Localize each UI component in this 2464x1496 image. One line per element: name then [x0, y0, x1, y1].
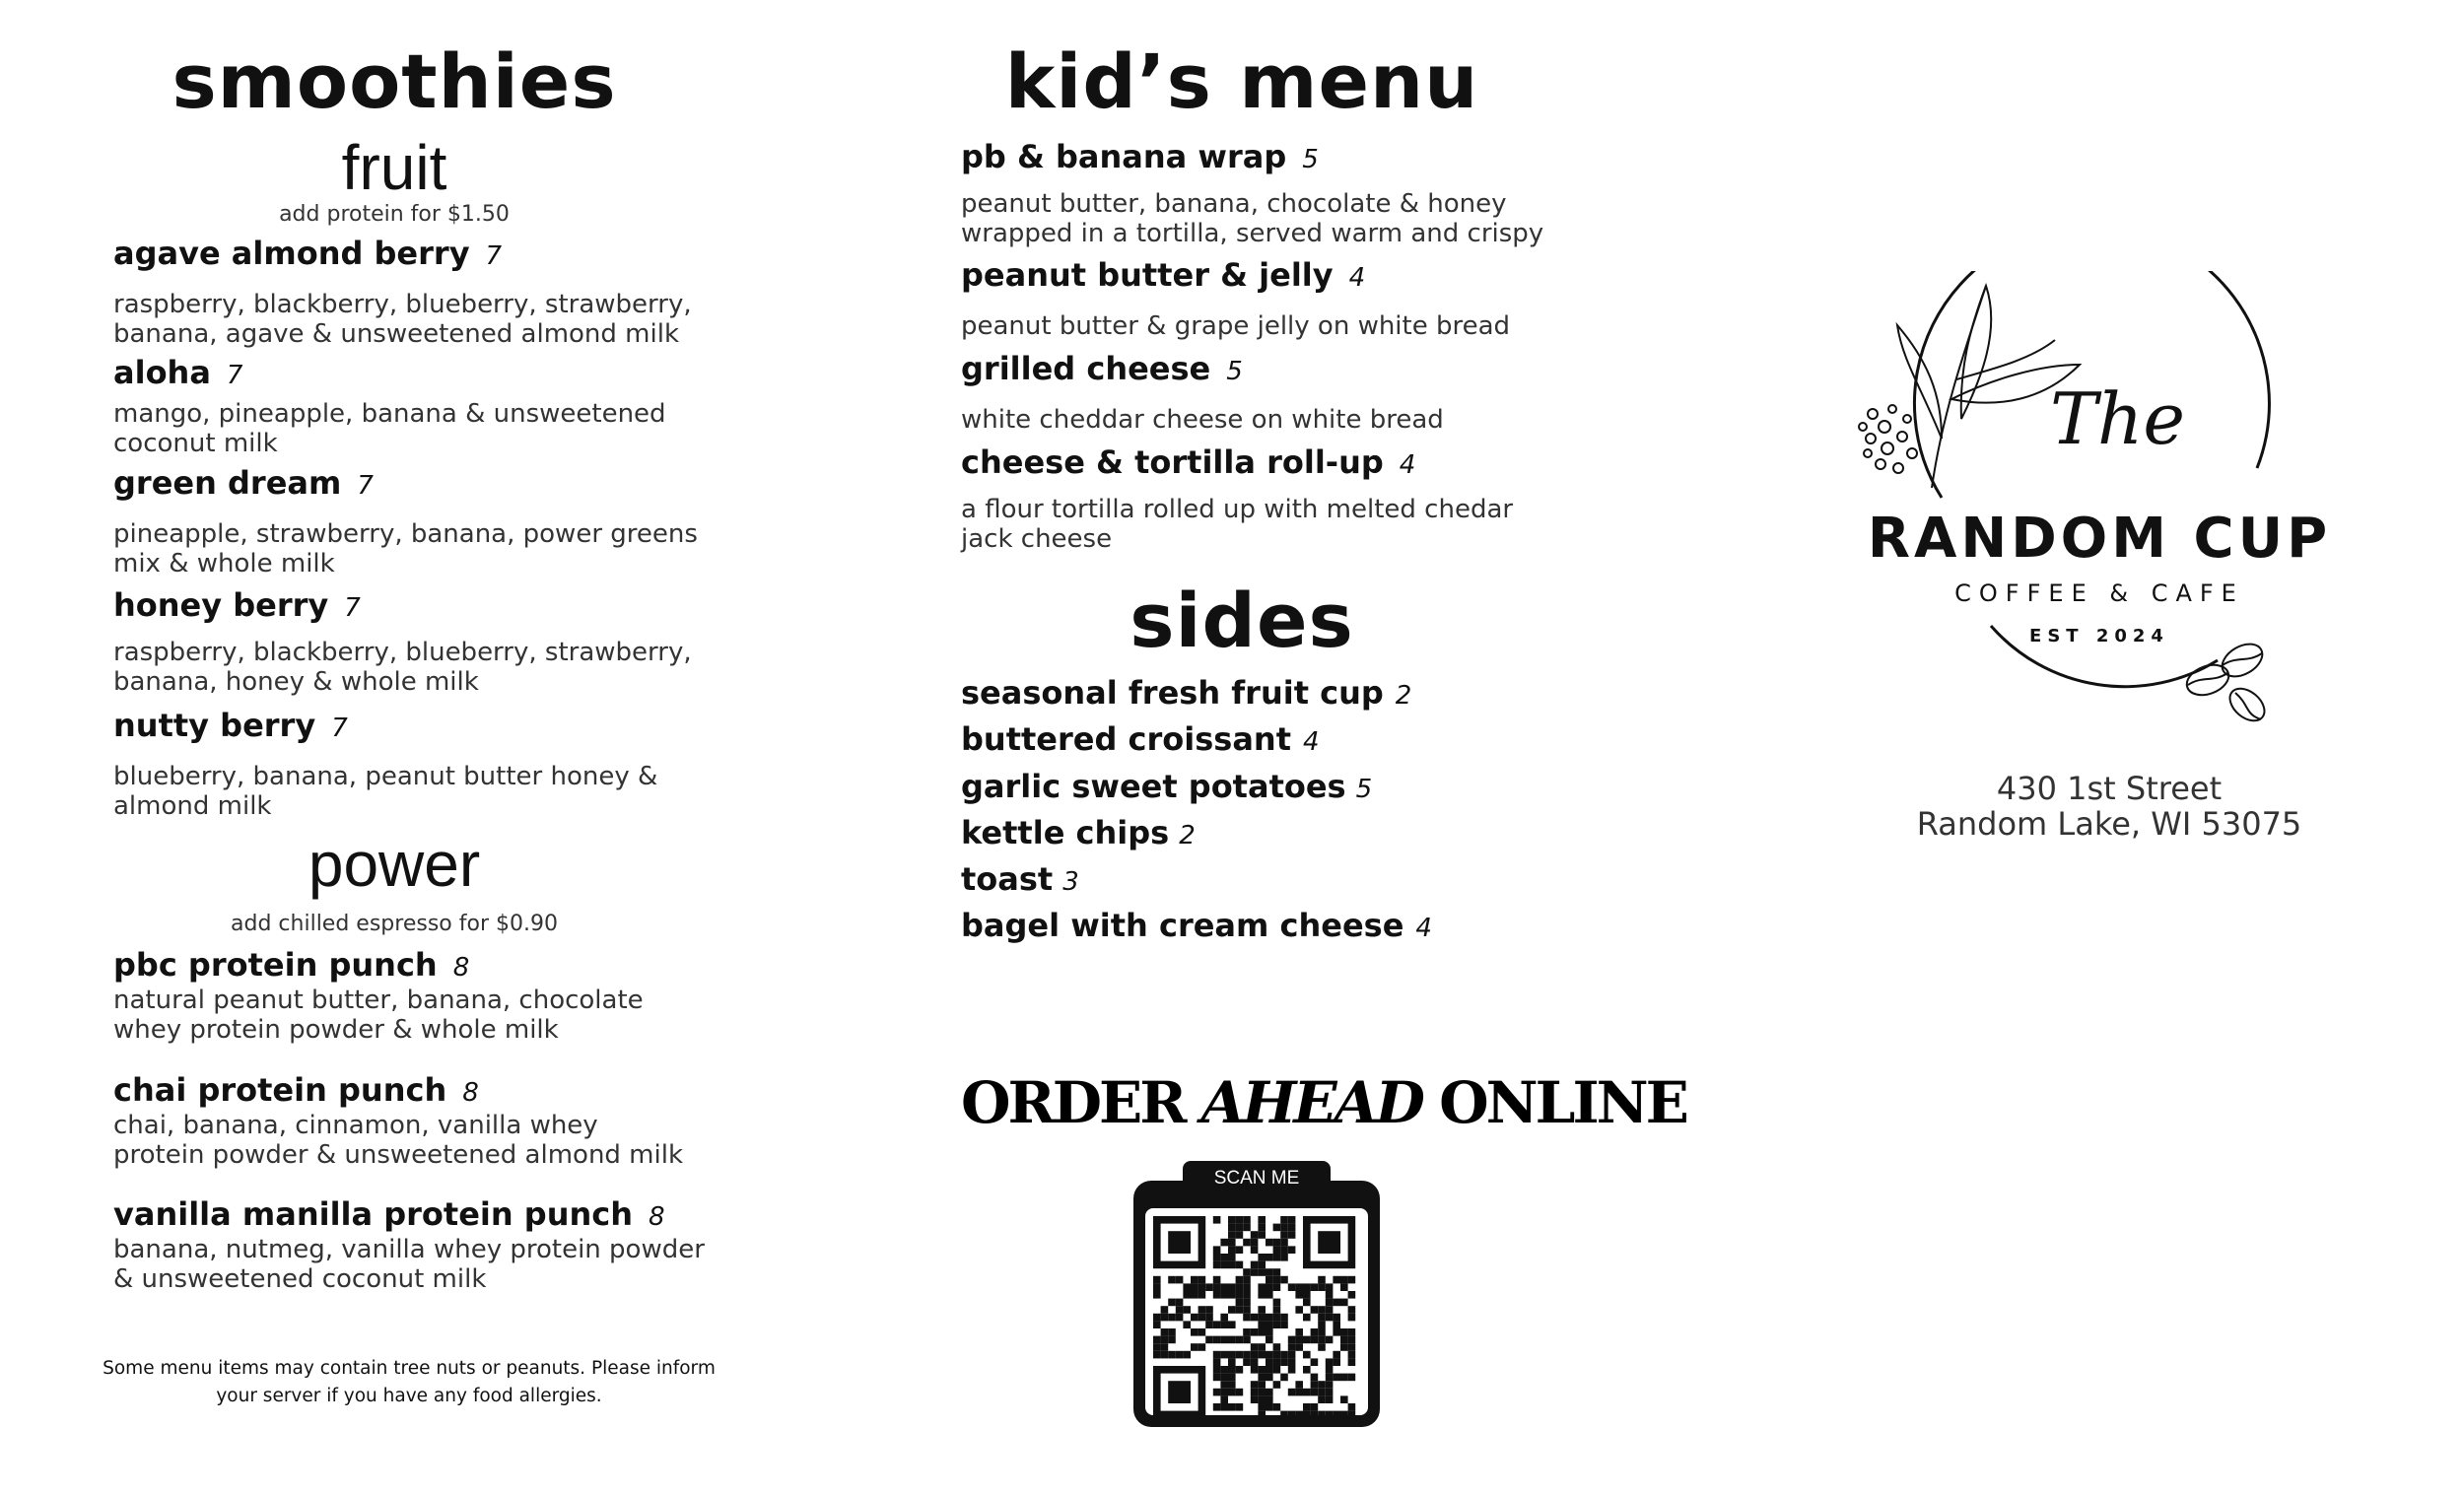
item-name: green dream — [113, 464, 342, 502]
item-price: 5 — [1302, 145, 1319, 174]
menu-item — [113, 354, 705, 458]
item-name: bagel with cream cheese — [961, 907, 1404, 944]
menu-item — [961, 443, 1592, 554]
item-price: 3 — [1062, 867, 1079, 897]
item-price: 4 — [1399, 450, 1416, 480]
item-price: 5 — [1226, 357, 1243, 386]
item-price: 4 — [1302, 727, 1320, 757]
item-price: 8 — [462, 1078, 479, 1108]
order-ahead-heading — [961, 1069, 1686, 1136]
menu-item — [113, 464, 705, 578]
item-description: raspberry, blackberry, blueberry, strawberry, banana, honey & whole milk — [113, 638, 692, 697]
address — [1853, 771, 2365, 842]
logo-the: The — [2050, 377, 2186, 460]
coffee-bean-icon — [2183, 638, 2271, 727]
power-note: add chilled espresso for $0.90 — [231, 912, 558, 936]
sides-title: sides — [1129, 577, 1354, 664]
item-price: 7 — [485, 241, 503, 271]
item-description: raspberry, blackberry, blueberry, strawberry, banana, agave & unsweetened almond milk — [113, 290, 692, 349]
item-description: natural peanut butter, banana, chocolate whey protein powder & whole milk — [113, 986, 644, 1045]
item-name: buttered croissant — [961, 720, 1291, 758]
item-name: kettle chips — [961, 814, 1170, 851]
item-name: honey berry — [113, 586, 329, 624]
address-line-1: 430 1st Street — [1996, 770, 2223, 807]
menu-item — [113, 586, 705, 697]
side-item — [961, 768, 1592, 805]
item-name: aloha — [113, 354, 211, 391]
qr-code-block[interactable] — [1133, 1161, 1380, 1427]
item-name: grilled cheese — [961, 350, 1211, 387]
kids-menu-title: kid’s menu — [1004, 37, 1479, 125]
item-name: pbc protein punch — [113, 946, 438, 984]
qr-code-graphic — [1133, 1181, 1380, 1427]
smoothies-title: smoothies — [171, 37, 617, 125]
qr-code[interactable] — [1133, 1181, 1380, 1427]
side-item — [961, 860, 1592, 898]
item-name: pb & banana wrap — [961, 138, 1287, 175]
item-description: peanut butter, banana, chocolate & honey wrapped in a tortilla, served warm and crispy — [961, 189, 1544, 248]
order-text-1: ORDER — [961, 1069, 1201, 1136]
order-text-2: AHEAD — [1200, 1069, 1422, 1136]
item-price: 2 — [1395, 681, 1412, 711]
item-price: 7 — [331, 714, 348, 743]
item-description: peanut butter & grape jelly on white bread — [961, 311, 1511, 341]
item-description: chai, banana, cinnamon, vanilla whey protein powder & unsweetened almond milk — [113, 1111, 684, 1170]
logo-est: EST 2024 — [2029, 626, 2169, 646]
order-text-3: ONLINE — [1421, 1069, 1686, 1136]
item-name: toast — [961, 860, 1054, 898]
item-name: vanilla manilla protein punch — [113, 1195, 634, 1233]
side-item — [961, 674, 1592, 712]
item-price: 7 — [357, 471, 374, 501]
menu-item — [961, 350, 1592, 435]
item-name: nutty berry — [113, 707, 316, 744]
item-price: 5 — [1355, 775, 1373, 804]
address-line-2: Random Lake, WI 53075 — [1916, 805, 2302, 843]
item-name: garlic sweet potatoes — [961, 768, 1346, 805]
allergy-note: Some menu items may contain tree nuts or peanuts. Please inform your server if you have any food allergies. — [103, 1358, 716, 1406]
item-description: banana, nutmeg, vanilla whey protein powder & unsweetened coconut milk — [113, 1235, 705, 1294]
item-price: 7 — [226, 361, 243, 390]
item-price: 8 — [649, 1202, 665, 1232]
menu-item — [961, 138, 1592, 248]
menu-item — [113, 235, 705, 349]
item-description: mango, pineapple, banana & unsweetened coconut milk — [113, 399, 666, 458]
item-name: chai protein punch — [113, 1071, 447, 1109]
side-item — [961, 720, 1592, 758]
item-description: blueberry, banana, peanut butter honey & almond milk — [113, 762, 658, 821]
item-name: cheese & tortilla roll-up — [961, 443, 1384, 481]
item-description: pineapple, strawberry, banana, power greens mix & whole milk — [113, 519, 698, 578]
side-item — [961, 907, 1592, 944]
power-title: power — [308, 829, 481, 900]
leaf-sprig-icon — [1859, 286, 2080, 488]
menu-item — [113, 707, 705, 821]
logo-tagline: COFFEE & CAFE — [1954, 579, 2244, 607]
side-item — [961, 814, 1592, 851]
item-description: a flour tortilla rolled up with melted chedar jack cheese — [961, 495, 1514, 554]
logo-name: RANDOM CUP — [1867, 507, 2332, 571]
item-name: agave almond berry — [113, 235, 470, 272]
item-price: 8 — [452, 953, 470, 983]
menu-item — [113, 946, 705, 1045]
scan-me-label: SCAN ME — [1183, 1161, 1331, 1196]
item-price: 4 — [1348, 263, 1366, 293]
menu-item — [961, 256, 1592, 341]
fruit-title: fruit — [341, 132, 447, 203]
brand-logo — [1843, 271, 2356, 744]
item-description: white cheddar cheese on white bread — [961, 405, 1444, 435]
logo-graphic — [1843, 271, 2356, 744]
menu-item — [113, 1071, 705, 1170]
item-name: seasonal fresh fruit cup — [961, 674, 1384, 712]
menu-item — [113, 1195, 705, 1294]
fruit-note: add protein for $1.50 — [279, 202, 510, 227]
item-name: peanut butter & jelly — [961, 256, 1334, 294]
item-price: 2 — [1179, 821, 1196, 850]
item-price: 4 — [1415, 914, 1432, 943]
item-price: 7 — [344, 593, 361, 623]
